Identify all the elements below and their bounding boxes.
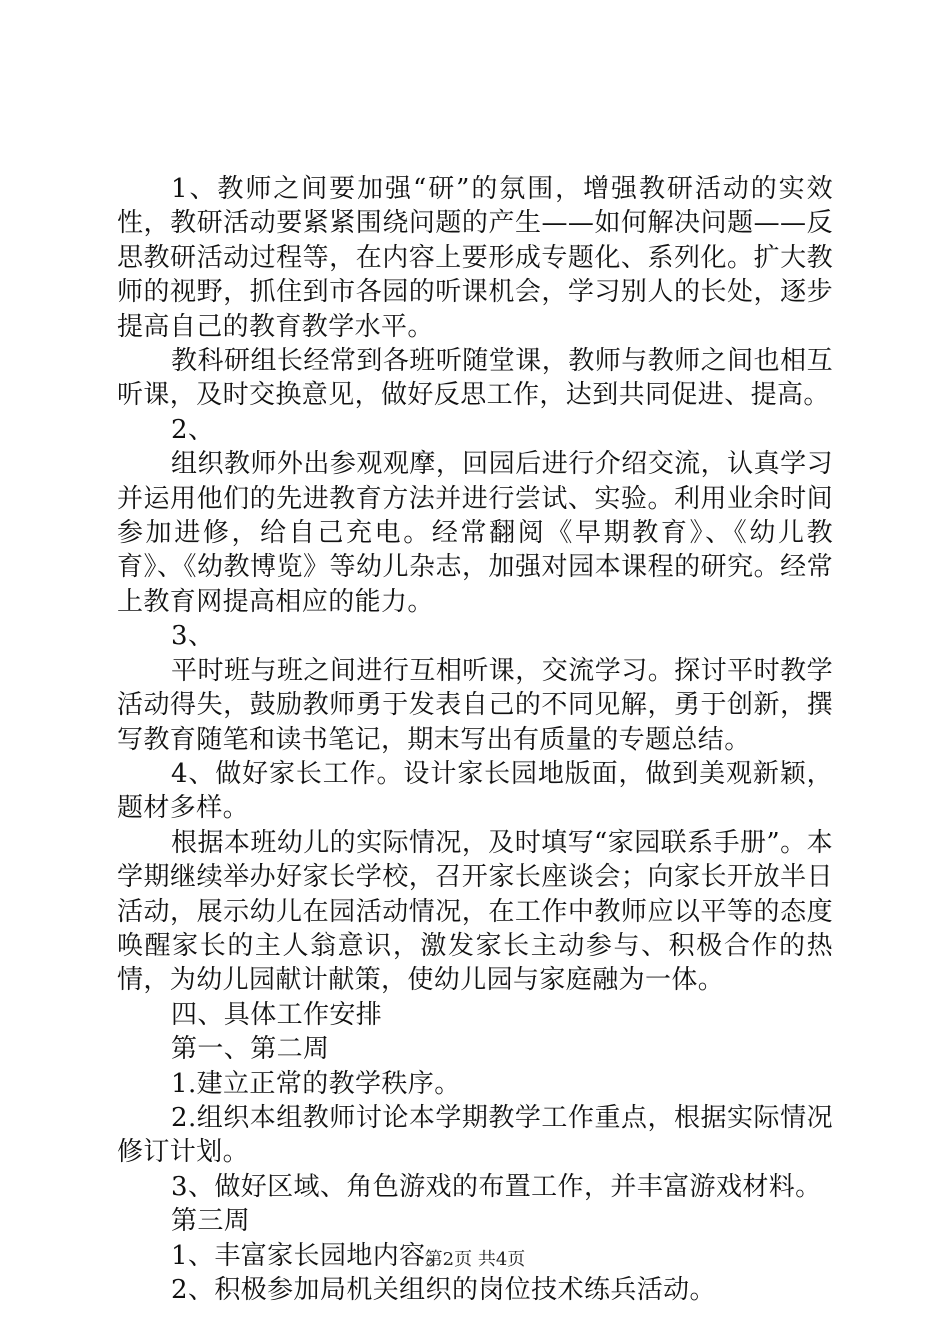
list-item: 1.建立正常的教学秩序。 [171, 1068, 461, 1099]
paragraph-3: 2、 [171, 414, 215, 445]
week-heading-3: 第三周 [171, 1206, 251, 1237]
paragraph-6: 平时班与班之间进行互相听课，交流学习。探讨平时教学活动得失，鼓励教师勇于发表自己的不同见解，勇于创新，撰写教育随笔和读书笔记，期末写出有质量的专题总结。 [117, 655, 833, 755]
paragraph-8: 根据本班幼儿的实际情况，及时填写“家园联系手册”。本学期继续举办好家长学校，召开家长座谈会；向家长开放半日活动，展示幼儿在园活动情况，在工作中教师应以平等的态度唤醒家长的主人翁意识，激发家长主动参与、积极合作的热情，为幼儿园献计献策，使幼儿园与家庭融为一体。 [117, 827, 833, 996]
paragraph-1: 1、教师之间要加强“研”的氛围，增强教研活动的实效性，教研活动要紧紧围绕问题的产生——如何解决问题——反思教研活动过程等，在内容上要形成专题化、系列化。扩大教师的视野，抓住到市各园的听课机会，学习别人的长处，逐步提高自己的教育教学水平。 [117, 174, 833, 342]
page-footer: 第2页 共4页 [424, 1249, 526, 1270]
document-body [117, 172, 833, 1307]
list-item: 2.组织本组教师讨论本学期教学工作重点，根据实际情况修订计划。 [117, 1102, 833, 1168]
paragraph-5: 3、 [171, 621, 215, 652]
list-item: 3、做好区域、角色游戏的布置工作，并丰富游戏材料。 [171, 1171, 822, 1202]
paragraph-4: 组织教师外出参观观摩，回园后进行介绍交流，认真学习并运用他们的先进教育方法并进行尝试、实验。利用业余时间参加进修，给自己充电。经常翻阅《早期教育》、《幼儿教育》、《幼教博览》等幼儿杂志，加强对园本课程的研究。经常上教育网提高相应的能力。 [117, 449, 833, 617]
paragraph-7: 4、做好家长工作。设计家长园地版面，做到美观新颖，题材多样。 [117, 758, 833, 824]
section-heading: 四、具体工作安排 [171, 999, 383, 1030]
list-item: 1、丰富家长园地内容。 [171, 1240, 452, 1271]
week-heading-1-2: 第一、第二周 [171, 1034, 330, 1065]
list-item: 2、积极参加局机关组织的岗位技术练兵活动。 [171, 1275, 716, 1305]
paragraph-2: 教科研组长经常到各班听随堂课，教师与教师之间也相互听课，及时交换意见，做好反思工作，达到共同促进、提高。 [117, 346, 833, 411]
